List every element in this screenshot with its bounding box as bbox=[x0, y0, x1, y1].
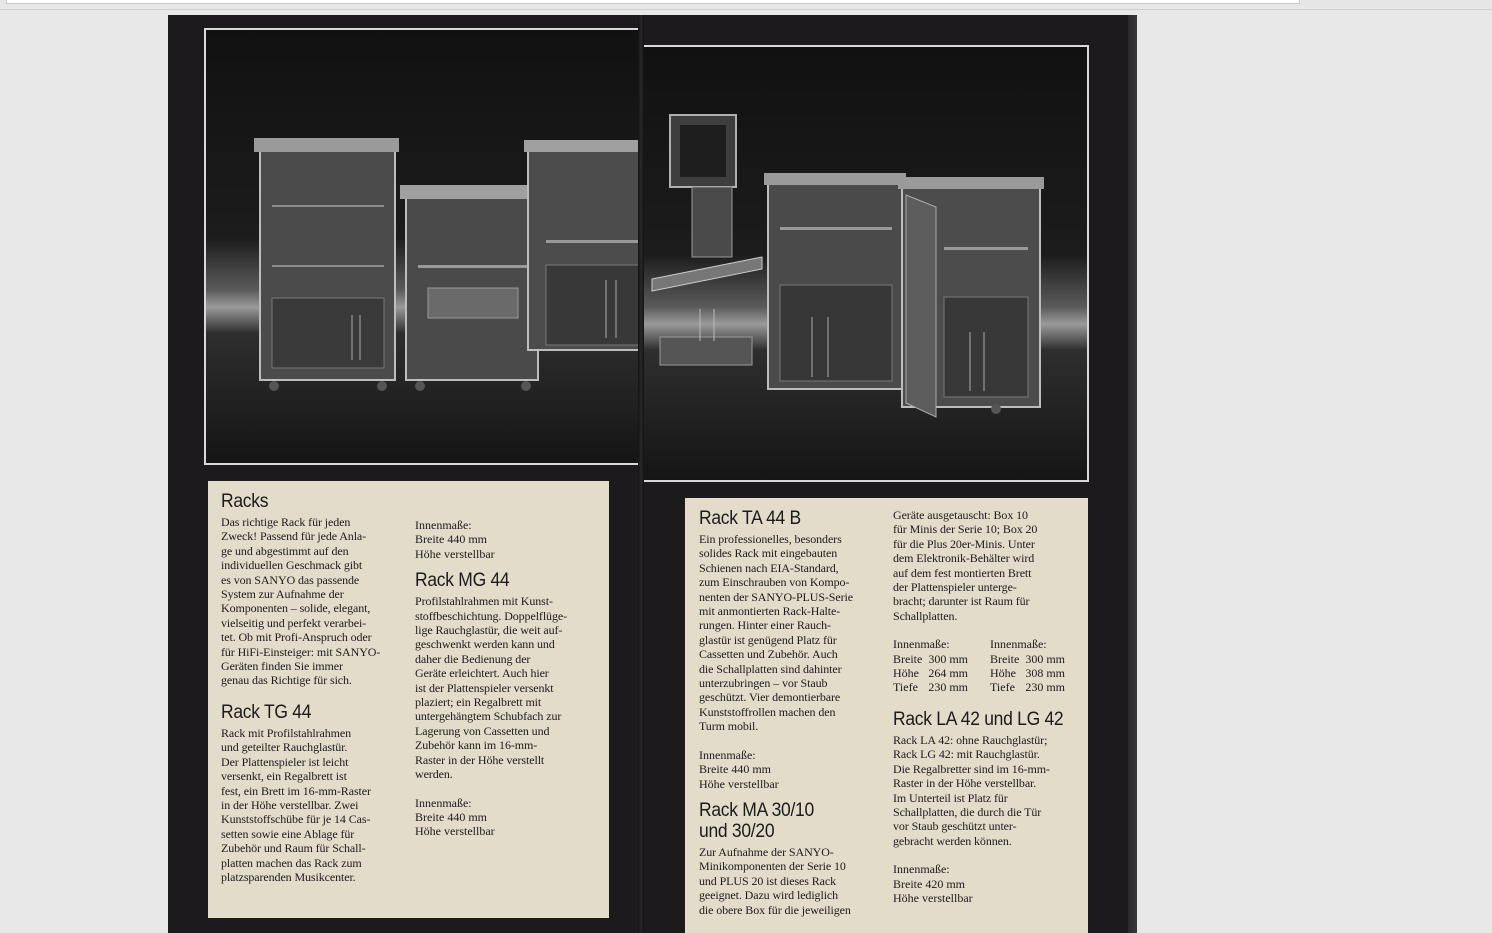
la42-specs-heading: Innenmaße: bbox=[893, 862, 950, 877]
spec-value: 230 mm bbox=[928, 680, 968, 695]
mg44-specs-heading: Innenmaße: bbox=[415, 795, 472, 810]
spec-label: Breite bbox=[893, 651, 923, 666]
page-spine bbox=[638, 15, 644, 933]
rack-ta44b-image bbox=[524, 140, 640, 350]
mg44-specs-height: Höhe verstellbar bbox=[415, 824, 495, 839]
racks-body-text: Das richtige Rack für jeden Zweck! Passend für jede Anla- ge und abgestimmt auf den individuellen Geschmack gibt es von SANYO das passende System zur Aufnahme der Komponenten – solide, elegant, vielseitig und perfekt verarbei- tet. Ob mit Profi-Anspruch oder für HiFi-Einsteiger: mit SANYO- Geräten finden Sie immer genau das Richtige für sich. bbox=[221, 515, 381, 688]
racks-illustration-right bbox=[644, 47, 1087, 480]
rack-lg42-image bbox=[898, 177, 1044, 417]
browser-toolbar bbox=[0, 0, 1492, 10]
right-column-2 bbox=[893, 508, 1088, 905]
ma30-specs-heading-2: Innenmaße: bbox=[990, 637, 1047, 652]
rack-tg44-image bbox=[254, 138, 399, 391]
table-row bbox=[990, 652, 1071, 666]
ma30-specs-grid bbox=[893, 637, 1088, 695]
section-title-mg44: Rack MG 44 bbox=[415, 570, 510, 592]
brochure-spread bbox=[168, 15, 1137, 933]
ma30-specs-table-2 bbox=[990, 652, 1071, 695]
section-title-ta44b: Rack TA 44 B bbox=[699, 508, 801, 529]
text-panel-right bbox=[685, 498, 1088, 933]
spec-value: 300 mm bbox=[1025, 651, 1065, 666]
racks-illustration-left bbox=[206, 30, 640, 463]
rack-mg44-image bbox=[400, 185, 542, 391]
ma30-specs-table-1 bbox=[893, 652, 974, 695]
la42-specs-width: Breite 420 mm bbox=[893, 876, 965, 891]
section-title-racks: Racks bbox=[221, 491, 269, 512]
page-edge bbox=[1128, 15, 1137, 933]
spec-value: 264 mm bbox=[928, 666, 968, 681]
section-title-la42: Rack LA 42 und LG 42 bbox=[893, 708, 1064, 730]
table-row bbox=[990, 666, 1071, 680]
address-bar[interactable] bbox=[6, 0, 1300, 4]
la42-body-text: Rack LA 42: ohne Rauchglastür; Rack LG 42: mit Rauchglastür. Die Regalbretter sind im 16-mm- Raster in der Höhe verstellbar. Im Unterteil ist Platz für Schallplatten, die durch die Tür vor Staub geschützt unter- gebracht werden können. bbox=[893, 732, 1050, 848]
table-row bbox=[893, 666, 974, 680]
ma30-specs-box20 bbox=[990, 637, 1071, 695]
spec-label: Höhe bbox=[990, 666, 1016, 681]
rack-la42-image bbox=[764, 173, 906, 389]
left-column-2 bbox=[415, 518, 605, 839]
spec-label: Tiefe bbox=[990, 680, 1015, 695]
ma30-specs-heading-1: Innenmaße: bbox=[893, 637, 950, 652]
spec-label: Breite bbox=[990, 651, 1020, 666]
ta44b-specs-height: Höhe verstellbar bbox=[699, 776, 779, 791]
spec-label: Tiefe bbox=[893, 680, 918, 695]
right-column-1 bbox=[699, 508, 885, 917]
section-title-tg44: Rack TG 44 bbox=[221, 701, 312, 723]
racks-specs-height: Höhe verstellbar bbox=[415, 546, 495, 561]
ta44b-body-text: Ein professionelles, besonders solides Rack mit eingebauten Schienen nach EIA-Standard, zum Einschrauben von Kompo- nenten der SANYO-PLUS-Serie mit anmontierten Rack-Halte- rungen. Hinter einer Rauch- glastür ist genügend Platz für Cassetten und Zubehör. Auch die Schallplatten sind dahinter unterzubringen – vor Staub geschützt. Vier demontierbare Kunststoffrollen machen den Turm mobil. bbox=[699, 532, 853, 734]
racks-photo-left bbox=[204, 28, 640, 465]
ta44b-specs-heading: Innenmaße: bbox=[699, 747, 756, 762]
ta44b-specs-width: Breite 440 mm bbox=[699, 762, 771, 777]
ma30-body-text: Zur Aufnahme der SANYO- Minikomponenten der Serie 10 und PLUS 20 ist dieses Rack geeignet. Dazu wird lediglich die obere Box für die jeweiligen bbox=[699, 844, 851, 917]
mg44-body-text: Profilstahlrahmen mit Kunst- stoffbeschichtung. Doppelflüge- lige Rauchglastür, die weit auf- geschwenkt werden kann und daher die Bedienung der Geräte erleichtert. Auch hier ist der Plattenspieler versenkt plaziert; ein Regalbrett mit untergehängtem Schubfach zur Lagerung von Cassetten und Zubehör kann im 16-mm- Raster in der Höhe verstellt werden. bbox=[415, 594, 567, 782]
table-row bbox=[893, 680, 974, 694]
section-title-ma30: Rack MA 30/10 und 30/20 bbox=[699, 799, 814, 842]
text-panel-left bbox=[208, 481, 609, 918]
rack-ma30-image bbox=[652, 115, 762, 365]
ma30-specs-box10 bbox=[893, 637, 974, 695]
spec-value: 308 mm bbox=[1025, 666, 1065, 681]
left-column-1 bbox=[221, 491, 411, 884]
racks-specs-width: Breite 440 mm bbox=[415, 532, 487, 547]
la42-specs-height: Höhe verstellbar bbox=[893, 890, 973, 905]
tg44-body-text: Rack mit Profilstahlrahmen und geteilter Rauchglastür. Der Plattenspieler ist leicht versenkt, ein Regalbrett ist fest, ein Brett im 16-mm-Raster in der Höhe verstellbar. Zwei Kunststoffschübe für je 14 Cas- setten sowie eine Ablage für Zubehör und Raum für Schall- platten machen das Rack zum platzsparenden Musikcenter. bbox=[221, 725, 371, 884]
ma30-continued-text: Geräte ausgetauscht: Box 10 für Minis der Serie 10; Box 20 für die Plus 20er-Minis. Unter dem Elektronik-Behälter wird auf dem fest montierten Brett der Plattenspieler unterge- bracht; darunter ist Raum für Schallplatten. bbox=[893, 508, 1038, 623]
table-row bbox=[893, 652, 974, 666]
mg44-specs-width: Breite 440 mm bbox=[415, 809, 487, 824]
table-row bbox=[990, 680, 1071, 694]
racks-specs-heading: Innenmaße: bbox=[415, 518, 472, 532]
spec-value: 230 mm bbox=[1025, 680, 1065, 695]
racks-photo-right bbox=[644, 45, 1089, 482]
spec-value: 300 mm bbox=[928, 651, 968, 666]
spec-label: Höhe bbox=[893, 666, 919, 681]
